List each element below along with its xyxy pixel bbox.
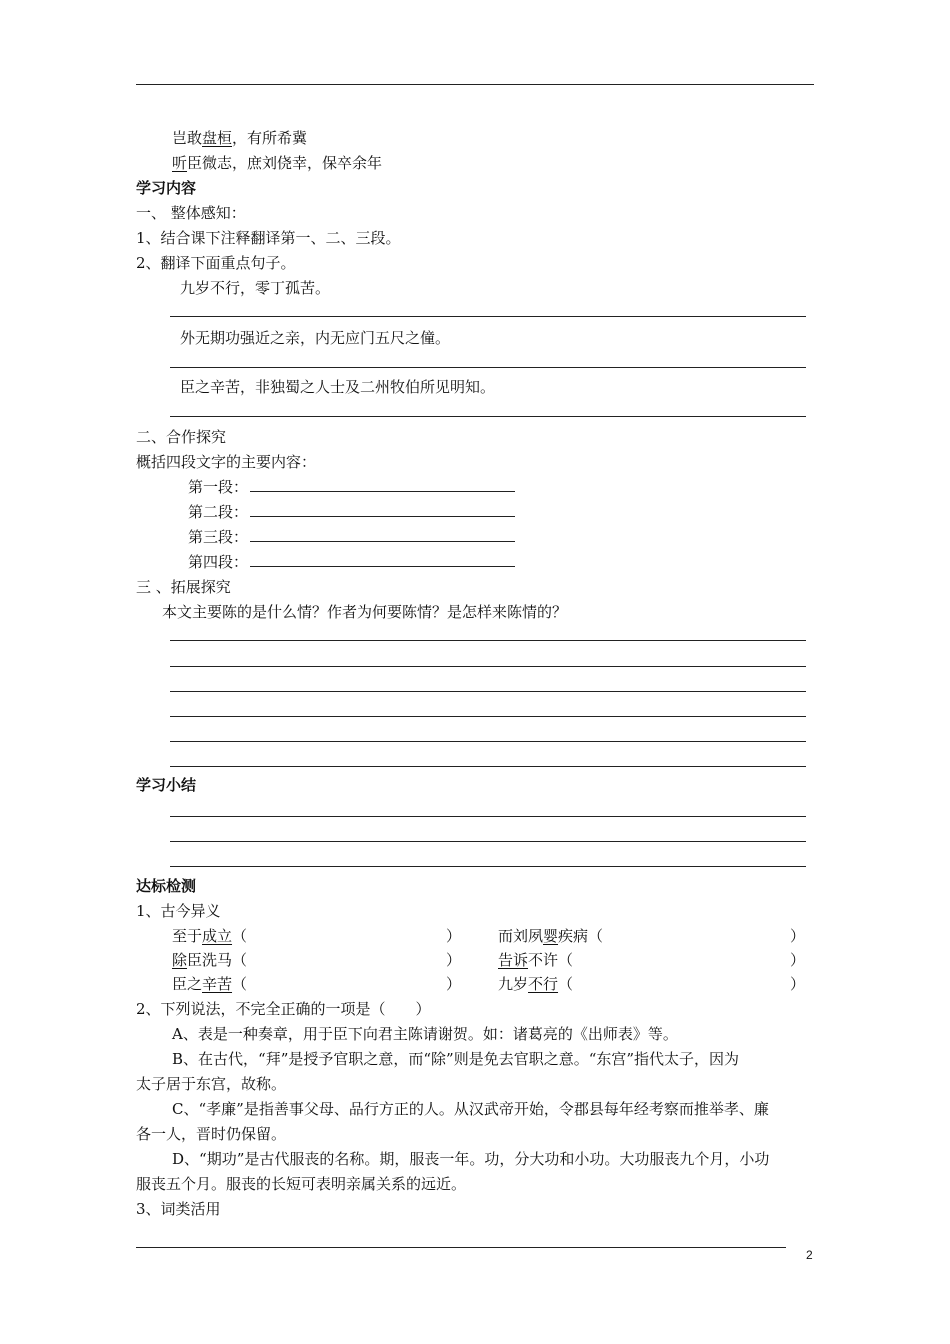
option-c: C、“孝廉”是指善事父母、品行方正的人。从汉武帝开始，令郡县每年经考察而推举孝、廉 bbox=[172, 1100, 769, 1118]
section-heading: 学习内容 bbox=[136, 179, 197, 197]
text-fragment: 至于 bbox=[172, 927, 203, 945]
underlined-word: 除 bbox=[172, 951, 188, 969]
answer-line bbox=[170, 367, 806, 368]
answer-line bbox=[170, 416, 806, 417]
close-paren: ） bbox=[790, 975, 806, 993]
blank-line bbox=[250, 477, 515, 492]
text-fragment: 臣微志，庶刘侥幸，保卒余年 bbox=[187, 154, 383, 172]
text-fragment: 不许（ bbox=[528, 951, 574, 969]
answer-line bbox=[170, 741, 806, 742]
label: 第二段： bbox=[188, 503, 249, 521]
paragraph-summary-1 bbox=[188, 477, 515, 497]
underlined-word: 成立 bbox=[202, 927, 233, 945]
question: 1、古今异义 bbox=[136, 902, 221, 920]
close-paren: ） bbox=[446, 951, 462, 969]
text-fragment: 臣之 bbox=[172, 975, 203, 993]
underlined-word: 婴 bbox=[543, 927, 559, 945]
text-fragment: （ bbox=[232, 975, 248, 993]
header-rule bbox=[136, 84, 814, 85]
section-heading: 学习小结 bbox=[136, 776, 197, 794]
text-fragment: （ bbox=[558, 975, 574, 993]
answer-line bbox=[170, 766, 806, 767]
underlined-word: 听 bbox=[172, 154, 188, 172]
question: 1、结合课下注释翻译第一、二、三段。 bbox=[136, 229, 401, 247]
answer-line bbox=[170, 816, 806, 817]
vocab-item bbox=[172, 974, 247, 994]
answer-line bbox=[170, 666, 806, 667]
underlined-word: 盘桓 bbox=[202, 129, 233, 147]
close-paren: ） bbox=[446, 975, 462, 993]
text-fragment: 岂敢 bbox=[172, 129, 203, 147]
close-paren: ） bbox=[790, 951, 806, 969]
text-fragment: 疾病（ bbox=[558, 927, 604, 945]
vocab-item bbox=[498, 974, 573, 994]
text-fragment: （ bbox=[232, 927, 248, 945]
close-paren: ） bbox=[790, 927, 806, 945]
text-fragment: ，有所希冀 bbox=[232, 129, 308, 147]
answer-line bbox=[170, 640, 806, 641]
option-d-cont: 服丧五个月。服丧的长短可表明亲属关系的远近。 bbox=[136, 1175, 467, 1193]
blank-line bbox=[250, 502, 515, 517]
text-fragment: 九岁 bbox=[498, 975, 529, 993]
close-paren: ） bbox=[446, 927, 462, 945]
question: 3、词类活用 bbox=[136, 1200, 221, 1218]
paragraph-summary-2 bbox=[188, 502, 515, 522]
option-c-cont: 各一人，晋时仍保留。 bbox=[136, 1125, 287, 1143]
option-a: A、表是一种奏章，用于臣下向君主陈请谢贺。如：诸葛亮的《出师表》等。 bbox=[172, 1025, 678, 1043]
question: 2、翻译下面重点句子。 bbox=[136, 254, 296, 272]
section-heading: 达标检测 bbox=[136, 877, 197, 895]
sentence: 九岁不行，零丁孤苦。 bbox=[180, 279, 331, 297]
vocab-item bbox=[498, 950, 573, 970]
blank-line bbox=[250, 527, 515, 542]
vocab-item bbox=[498, 926, 603, 946]
option-b: B、在古代，“拜”是授予官职之意，而“除”则是免去官职之意。“东宫”指代太子，因为 bbox=[172, 1050, 740, 1068]
footer-rule bbox=[136, 1247, 786, 1248]
text-line bbox=[172, 153, 382, 173]
option-b-cont: 太子居于东宫，故称。 bbox=[136, 1075, 287, 1093]
option-d: D、“期功”是古代服丧的名称。期，服丧一年。功，分大功和小功。大功服丧九个月，小功 bbox=[172, 1150, 770, 1168]
underlined-word: 告诉 bbox=[498, 951, 529, 969]
vocab-item bbox=[172, 926, 247, 946]
sentence: 外无期功强近之亲，内无应门五尺之僮。 bbox=[180, 329, 451, 347]
text-fragment: 而刘夙 bbox=[498, 927, 544, 945]
label: 第四段： bbox=[188, 553, 249, 571]
subheading: 二、合作探究 bbox=[136, 428, 227, 446]
label: 第一段： bbox=[188, 478, 249, 496]
answer-line bbox=[170, 841, 806, 842]
underlined-word: 辛苦 bbox=[202, 975, 233, 993]
paragraph-summary-3 bbox=[188, 527, 515, 547]
answer-line bbox=[170, 866, 806, 867]
label: 第三段： bbox=[188, 528, 249, 546]
page-number: 2 bbox=[806, 1248, 813, 1262]
underlined-word: 不行 bbox=[528, 975, 559, 993]
prompt: 概括四段文字的主要内容： bbox=[136, 453, 317, 471]
answer-line bbox=[170, 316, 806, 317]
answer-line bbox=[170, 691, 806, 692]
text-fragment: 臣洗马（ bbox=[187, 951, 248, 969]
question: 2、下列说法，不完全正确的一项是（ ） bbox=[136, 1000, 431, 1018]
blank-line bbox=[250, 552, 515, 567]
question: 本文主要陈的是什么情？作者为何要陈情？是怎样来陈情的？ bbox=[162, 603, 568, 621]
sentence: 臣之辛苦，非独蜀之人士及二州牧伯所见明知。 bbox=[180, 378, 496, 396]
subheading: 三 、拓展探究 bbox=[136, 578, 231, 596]
text-line bbox=[172, 128, 307, 148]
vocab-item bbox=[172, 950, 247, 970]
answer-line bbox=[170, 716, 806, 717]
subheading: 一、 整体感知： bbox=[136, 204, 246, 222]
paragraph-summary-4 bbox=[188, 552, 515, 572]
